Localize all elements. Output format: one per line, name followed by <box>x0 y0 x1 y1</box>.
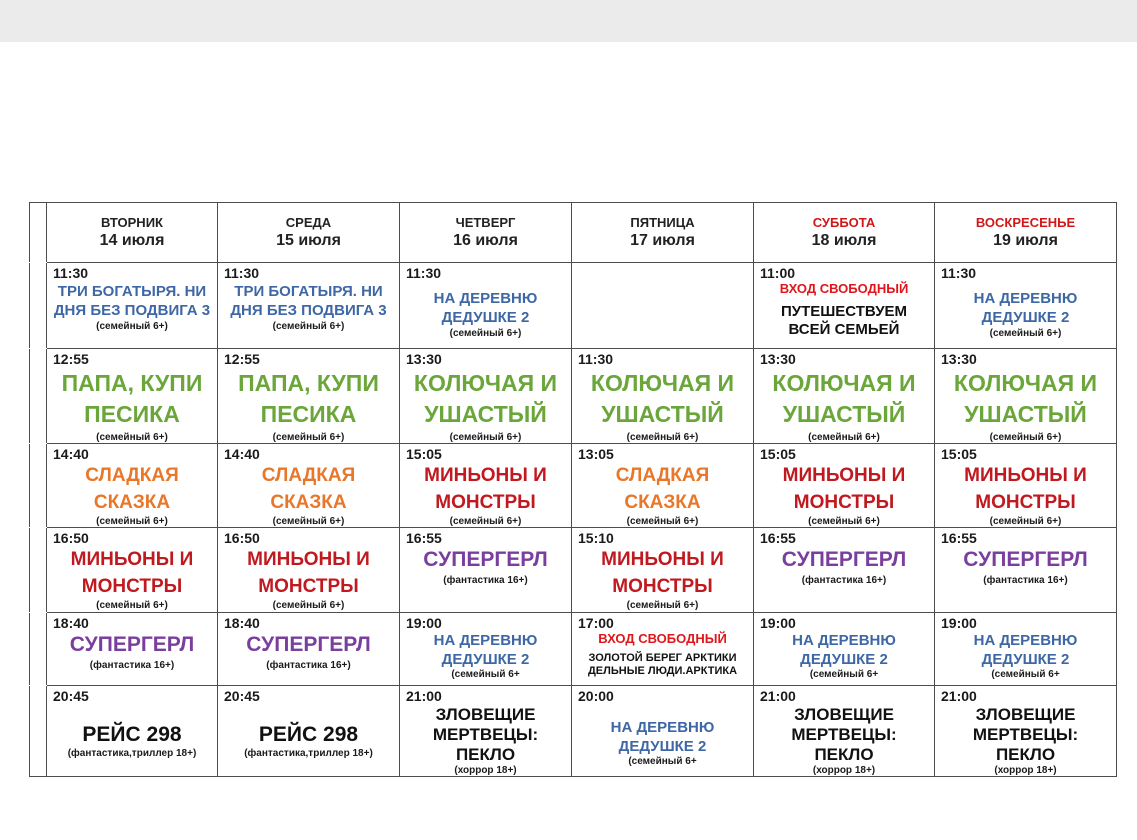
session-cell <box>47 528 218 613</box>
session-cell <box>754 349 935 444</box>
session-cell <box>572 349 754 444</box>
row-rail <box>30 686 47 777</box>
film-rating: (семейный 6+) <box>989 432 1062 443</box>
session-time: 14:40 <box>224 446 260 462</box>
schedule-row <box>30 263 1117 349</box>
film-title: НА ДЕРЕВНЮ ДЕДУШКЕ 2 <box>610 719 715 755</box>
session-time: 15:05 <box>941 446 977 462</box>
film-rating: (семейный 6+) <box>96 600 168 611</box>
session-cell <box>935 686 1117 777</box>
film-title: МИНЬОНЫ И МОНСТРЫ <box>424 465 547 513</box>
session-cell <box>400 613 572 686</box>
day-date: 19 июля <box>993 232 1058 249</box>
day-date: 14 июля <box>99 232 165 249</box>
session-time: 12:55 <box>53 351 89 367</box>
session-time: 15:05 <box>406 446 442 462</box>
film-title: МИНЬОНЫ И МОНСТРЫ <box>70 549 194 597</box>
session-cell <box>400 528 572 613</box>
session-cell <box>47 349 218 444</box>
film-rating: (фантастика,триллер 18+) <box>244 748 373 759</box>
free-entry-label: ВХОД СВОБОДНЫЙ <box>598 631 727 646</box>
session-time: 14:40 <box>53 446 89 462</box>
film-rating: (семейный 6+ <box>809 669 879 680</box>
day-name: ВТОРНИК <box>101 215 163 230</box>
session-time: 13:05 <box>578 446 614 462</box>
session-time: 21:00 <box>760 688 796 704</box>
film-rating: (фантастика 16+) <box>89 660 175 671</box>
day-name: ПЯТНИЦА <box>630 215 695 230</box>
session-time: 19:00 <box>941 615 977 631</box>
header-row <box>30 203 1117 263</box>
film-rating: (семейный 6+ <box>451 669 520 680</box>
day-header <box>218 203 400 263</box>
film-rating: (хоррор 18+) <box>812 765 876 776</box>
session-time: 16:50 <box>53 530 89 546</box>
film-title: СУПЕРГЕРЛ <box>781 548 907 571</box>
session-time: 11:30 <box>53 265 89 281</box>
film-rating: (семейный 6+) <box>272 321 345 332</box>
film-rating: (семейный 6+) <box>808 432 880 443</box>
film-title: ТРИ БОГАТЫРЯ. НИ ДНЯ БЕЗ ПОДВИГА 3 <box>53 283 211 319</box>
session-time: 11:30 <box>224 265 260 281</box>
row-rail <box>30 444 47 528</box>
film-title: ЗОЛОТОЙ БЕРЕГ АРКТИКИ ДЕЛЬНЫЕ ЛЮДИ.АРКТИКА <box>587 652 738 677</box>
schedule-row <box>30 686 1117 777</box>
session-time: 11:30 <box>941 265 977 281</box>
session-cell <box>218 263 400 349</box>
day-header <box>400 203 572 263</box>
film-title: СУПЕРГЕРЛ <box>963 548 1088 571</box>
session-cell <box>572 686 754 777</box>
session-cell <box>572 613 754 686</box>
session-time: 12:55 <box>224 351 260 367</box>
film-title: РЕЙС 298 <box>258 723 359 746</box>
session-cell <box>400 263 572 349</box>
film-rating: (семейный 6+) <box>449 432 522 443</box>
session-cell <box>754 686 935 777</box>
session-cell <box>218 686 400 777</box>
film-rating: (семейный 6+) <box>272 516 345 527</box>
day-date: 18 июля <box>811 232 877 249</box>
session-time: 20:45 <box>53 688 89 704</box>
film-title: МИНЬОНЫ И МОНСТРЫ <box>782 465 906 513</box>
session-time: 18:40 <box>224 615 260 631</box>
browser-top-bar <box>0 0 1137 42</box>
film-title: СЛАДКАЯ СКАЗКА <box>261 465 356 513</box>
film-rating: (семейный 6+) <box>989 328 1062 339</box>
film-title: МИНЬОНЫ И МОНСТРЫ <box>601 549 724 597</box>
film-rating: (хоррор 18+) <box>454 765 517 776</box>
schedule-row <box>30 528 1117 613</box>
session-cell <box>400 349 572 444</box>
film-title: ПАПА, КУПИ ПЕСИКА <box>61 370 203 427</box>
schedule-table <box>29 202 1117 777</box>
day-header <box>935 203 1117 263</box>
film-title: ТРИ БОГАТЫРЯ. НИ ДНЯ БЕЗ ПОДВИГА 3 <box>230 283 387 319</box>
film-rating: (семейный 6+ <box>628 756 697 767</box>
film-title: СЛАДКАЯ СКАЗКА <box>615 465 710 513</box>
session-time: 19:00 <box>406 615 442 631</box>
day-name: ЧЕТВЕРГ <box>455 215 516 230</box>
film-title: КОЛЮЧАЯ И УШАСТЫЙ <box>953 370 1098 427</box>
session-cell <box>935 263 1117 349</box>
film-title: ПАПА, КУПИ ПЕСИКА <box>238 370 379 427</box>
session-time: 17:00 <box>578 615 614 631</box>
session-cell <box>935 613 1117 686</box>
film-title: НА ДЕРЕВНЮ ДЕДУШКЕ 2 <box>973 290 1078 326</box>
film-rating: (семейный 6+) <box>449 328 522 339</box>
session-time: 18:40 <box>53 615 89 631</box>
session-cell <box>47 613 218 686</box>
session-cell <box>935 349 1117 444</box>
session-cell <box>218 613 400 686</box>
day-date: 17 июля <box>630 232 695 249</box>
session-cell <box>47 686 218 777</box>
day-header <box>47 203 218 263</box>
day-name: СРЕДА <box>285 215 332 230</box>
session-time: 16:55 <box>406 530 442 546</box>
session-cell <box>935 528 1117 613</box>
film-title: СУПЕРГЕРЛ <box>246 633 371 656</box>
day-name: СУББОТА <box>812 215 876 230</box>
row-rail <box>30 263 47 349</box>
day-date: 16 июля <box>453 232 518 249</box>
film-title: ПУТЕШЕСТВУЕМ ВСЕЙ СЕМЬЕЙ <box>780 303 908 338</box>
film-title: МИНЬОНЫ И МОНСТРЫ <box>964 465 1087 513</box>
session-time: 15:10 <box>578 530 614 546</box>
film-rating: (фантастика 16+) <box>266 660 351 671</box>
row-rail <box>30 349 47 444</box>
session-time: 11:30 <box>578 351 614 367</box>
session-time: 11:00 <box>760 265 796 281</box>
session-time: 15:05 <box>760 446 796 462</box>
film-title: МИНЬОНЫ И МОНСТРЫ <box>247 549 370 597</box>
session-time: 16:50 <box>224 530 260 546</box>
session-cell <box>400 444 572 528</box>
film-rating: (фантастика 16+) <box>443 575 528 586</box>
session-time: 19:00 <box>760 615 796 631</box>
row-rail <box>30 203 47 263</box>
film-rating: (семейный 6+) <box>272 600 345 611</box>
film-rating: (семейный 6+) <box>96 321 168 332</box>
session-cell <box>218 349 400 444</box>
session-time: 20:00 <box>578 688 614 704</box>
film-title: ЗЛОВЕЩИЕ МЕРТВЕЦЫ: ПЕКЛО <box>791 705 897 764</box>
film-title: НА ДЕРЕВНЮ ДЕДУШКЕ 2 <box>792 632 896 668</box>
session-time: 16:55 <box>760 530 796 546</box>
film-rating: (фантастика 16+) <box>801 575 887 586</box>
row-rail <box>30 528 47 613</box>
session-cell <box>218 444 400 528</box>
film-title: СУПЕРГЕРЛ <box>69 633 195 656</box>
session-time: 21:00 <box>941 688 977 704</box>
film-title: КОЛЮЧАЯ И УШАСТЫЙ <box>590 370 735 427</box>
session-cell <box>47 263 218 349</box>
session-time: 13:30 <box>941 351 977 367</box>
session-cell <box>572 444 754 528</box>
row-rail <box>30 613 47 686</box>
film-title: РЕЙС 298 <box>82 723 182 746</box>
film-title: КОЛЮЧАЯ И УШАСТЫЙ <box>772 370 916 427</box>
day-header <box>754 203 935 263</box>
schedule-row <box>30 349 1117 444</box>
session-cell <box>754 263 935 349</box>
film-title: СЛАДКАЯ СКАЗКА <box>85 465 179 513</box>
film-title: КОЛЮЧАЯ И УШАСТЫЙ <box>413 370 558 427</box>
film-title: ЗЛОВЕЩИЕ МЕРТВЕЦЫ: ПЕКЛО <box>432 705 539 764</box>
session-cell-empty <box>572 263 754 349</box>
film-rating: (семейный 6+ <box>991 669 1060 680</box>
schedule-row <box>30 444 1117 528</box>
film-rating: (семейный 6+) <box>626 600 699 611</box>
session-time: 13:30 <box>760 351 796 367</box>
film-title: ЗЛОВЕЩИЕ МЕРТВЕЦЫ: ПЕКЛО <box>972 705 1079 764</box>
session-cell <box>754 613 935 686</box>
film-rating: (фантастика 16+) <box>983 575 1068 586</box>
session-time: 13:30 <box>406 351 442 367</box>
day-header <box>572 203 754 263</box>
film-rating: (хоррор 18+) <box>994 765 1057 776</box>
film-title: НА ДЕРЕВНЮ ДЕДУШКЕ 2 <box>433 632 538 668</box>
session-time: 16:55 <box>941 530 977 546</box>
film-title: НА ДЕРЕВНЮ ДЕДУШКЕ 2 <box>973 632 1078 668</box>
day-name: ВОСКРЕСЕНЬЕ <box>975 215 1076 230</box>
free-entry-label: ВХОД СВОБОДНЫЙ <box>779 281 909 296</box>
session-cell <box>400 686 572 777</box>
session-time: 20:45 <box>224 688 260 704</box>
schedule-row <box>30 613 1117 686</box>
film-rating: (семейный 6+) <box>808 516 880 527</box>
film-rating: (семейный 6+) <box>449 516 522 527</box>
film-rating: (семейный 6+) <box>626 432 699 443</box>
film-title: СУПЕРГЕРЛ <box>423 548 548 571</box>
session-cell <box>754 444 935 528</box>
film-title: НА ДЕРЕВНЮ ДЕДУШКЕ 2 <box>433 290 538 326</box>
session-cell <box>47 444 218 528</box>
film-rating: (семейный 6+) <box>96 516 168 527</box>
session-time: 21:00 <box>406 688 442 704</box>
film-rating: (семейный 6+) <box>989 516 1062 527</box>
film-rating: (семейный 6+) <box>626 516 699 527</box>
film-rating: (фантастика,триллер 18+) <box>67 748 197 759</box>
film-rating: (семейный 6+) <box>96 432 168 443</box>
session-cell <box>572 528 754 613</box>
film-rating: (семейный 6+) <box>272 432 345 443</box>
day-date: 15 июля <box>276 232 341 249</box>
session-cell <box>935 444 1117 528</box>
session-cell <box>754 528 935 613</box>
session-cell <box>218 528 400 613</box>
session-time: 11:30 <box>406 265 442 281</box>
